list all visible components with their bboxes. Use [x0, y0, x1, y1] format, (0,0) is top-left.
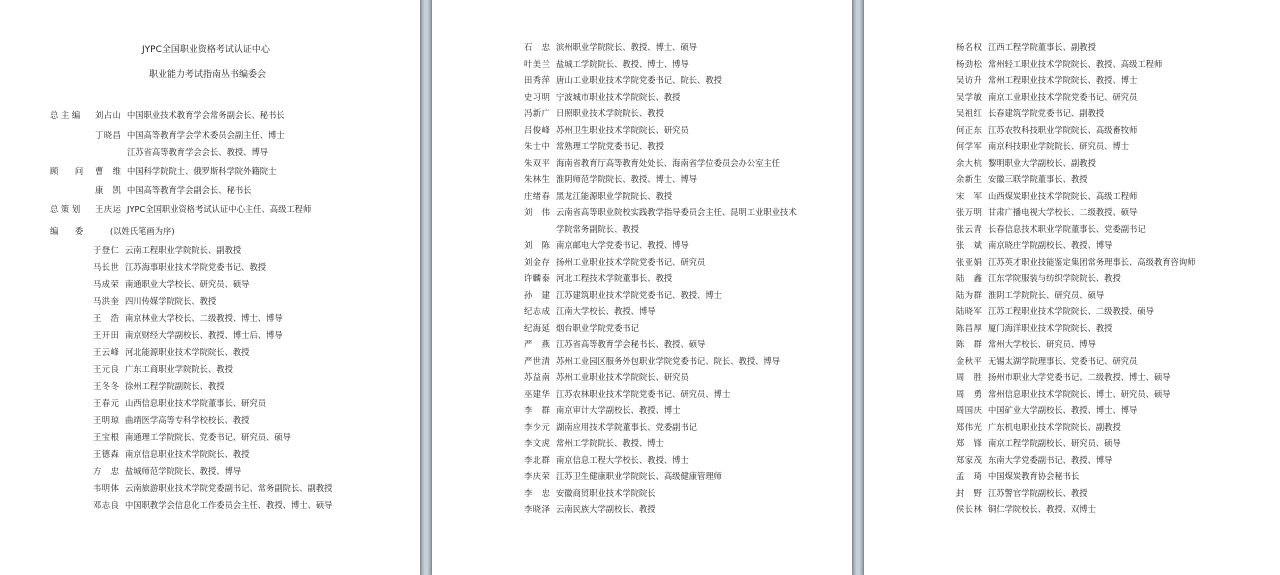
member-name: 朱士中	[524, 141, 551, 151]
member-name: 刘 伟	[524, 207, 551, 217]
member-title: 中国煤炭教育协会秘书长	[988, 471, 1080, 481]
page-gap-right	[852, 0, 864, 575]
member-title: 云南旅游职业技术学院党委副书记、常务副院长、副教授	[125, 483, 333, 493]
member-title: 常州轻工职业技术学院院长、教授、高级工程师	[988, 58, 1163, 69]
member-title: 盐城师范学院院长、教授、博导	[125, 466, 242, 476]
member-title: 云南省高等职业院校实践教学指导委员会主任、昆明工业职业技术	[556, 207, 797, 217]
member-title: 学院常务副院长、教授	[556, 223, 639, 234]
list-item	[956, 339, 1096, 349]
document-page-1	[0, 0, 420, 575]
list-item	[524, 306, 656, 316]
member-title: 中国职教学会信息化工作委员会主任、教授、博士、硕导	[125, 500, 333, 510]
list-item	[956, 92, 1137, 102]
list-item	[956, 405, 1137, 415]
list-item	[524, 158, 780, 168]
member-title: 江西工程学院董事长、副教授	[988, 42, 1096, 52]
list-item	[956, 174, 1088, 184]
member-title: 云南民族大学副校长、教授	[556, 504, 656, 514]
member-title: 淮阴师范学院院长、教授、博士、博导	[556, 174, 698, 184]
member-title: 曲靖医学高等专科学校校长、教授	[125, 415, 250, 425]
list-item	[956, 323, 1112, 333]
member-title: 江苏工程职业技术学院院长、二级教授、硕导	[988, 306, 1154, 316]
member-name: 孙 建	[524, 289, 551, 300]
member-name: 石 忠	[524, 42, 551, 52]
member-title: 山西煤炭职业技术学院院长、高级工程师	[988, 190, 1138, 201]
member-name: 张 斌	[956, 240, 983, 250]
member-name: 巫建华	[524, 388, 551, 399]
member-title: 中国高等教育学会学术委员会副主任、博士	[127, 130, 285, 140]
list-item	[524, 372, 689, 382]
list-item	[93, 279, 249, 289]
list-item	[93, 449, 249, 459]
member-name: 王庆运	[95, 204, 122, 214]
member-name: 陆晓军	[956, 306, 983, 316]
committee-title: 职业能力考试指南丛书编委会	[149, 70, 267, 80]
member-name: 王宝根	[93, 432, 120, 442]
member-title: 苏州工业职业技术学院院长、研究员	[556, 372, 689, 382]
list-item	[956, 471, 1079, 481]
role-label: 编 委	[50, 226, 84, 236]
member-title: 海南省教育厅高等教育处处长、海南省学位委员会办公室主任	[556, 157, 781, 168]
member-name: 刘 陈	[524, 240, 551, 250]
member-name: 纪海延	[524, 322, 551, 333]
member-title: 无锡太湖学院理事长、党委书记、研究员	[988, 355, 1138, 366]
member-title: 四川传媒学院院长、教授	[125, 296, 217, 306]
member-name: 韦明体	[93, 483, 120, 493]
member-name: 许麟泰	[524, 273, 551, 283]
role-label: 顾 问	[50, 166, 84, 176]
member-name: 苏益南	[524, 372, 551, 382]
member-title: 安徽三联学院董事长、教授	[988, 174, 1088, 184]
list-item	[524, 59, 689, 69]
member-title: 江苏省高等教育学会秘书长、教授、硕导	[556, 339, 706, 349]
member-title: 铜仁学院校长、教授、双博士	[988, 504, 1096, 514]
member-title: 南京晓庄学院副校长、教授、博导	[988, 240, 1113, 250]
list-item	[524, 207, 797, 217]
list-item	[524, 455, 689, 465]
member-name: 田秀萍	[524, 75, 551, 85]
list-item	[93, 398, 266, 408]
member-name: 李少元	[524, 421, 551, 432]
list-item	[956, 240, 1112, 250]
list-item	[524, 504, 656, 514]
member-title: 河北工程技术学院董事长、教授	[556, 273, 673, 283]
list-item	[524, 125, 689, 135]
member-name: 陆为群	[956, 289, 983, 300]
list-item	[956, 372, 1171, 382]
member-title: 南通理工学院院长、党委书记、研究员、硕导	[125, 432, 291, 442]
member-name: 周 胜	[956, 372, 983, 382]
member-title: 江南大学校长、教授、博导	[556, 306, 656, 316]
list-item	[95, 110, 285, 120]
list-item	[93, 466, 241, 476]
member-title: 南京邮电大学党委书记、教授、博导	[556, 240, 689, 250]
list-item	[956, 273, 1121, 283]
member-title: 黎明职业大学副校长、副教授	[988, 157, 1096, 168]
member-title: 厦门海洋职业技术学院院长、教授	[988, 322, 1113, 333]
member-name: 叶美兰	[524, 58, 551, 69]
member-name: 王云峰	[93, 347, 120, 357]
list-item	[93, 381, 225, 391]
list-item	[956, 158, 1096, 168]
member-name: 丁晓昌	[95, 130, 122, 140]
list-item	[95, 147, 268, 157]
member-name: 李文虎	[524, 438, 551, 448]
list-item	[956, 488, 1088, 498]
list-item	[93, 262, 266, 272]
member-title: 唐山工业职业技术学院党委书记、院长、教授	[556, 75, 722, 85]
member-title: 烟台职业学院党委书记	[556, 322, 639, 333]
member-title: JYPC全国职业资格考试认证中心主任、高级工程师	[127, 204, 312, 214]
list-item	[956, 455, 1112, 465]
list-item	[956, 422, 1121, 432]
center-title: JYPC全国职业资格考试认证中心	[142, 45, 270, 55]
list-item	[524, 488, 656, 498]
list-item	[524, 191, 672, 201]
member-title: 东南大学党委副书记、教授、博导	[988, 454, 1113, 465]
list-item	[93, 500, 332, 510]
list-item	[956, 438, 1121, 448]
member-title: 江苏警官学院副校长、教授	[988, 487, 1088, 498]
member-title: 湖南应用技术学院董事长、党委副书记	[556, 421, 698, 432]
member-name: 李庆荣	[524, 471, 551, 481]
member-title: 盐城工学院院长、教授、博士、博导	[556, 58, 689, 69]
member-title: 江苏英才职业技能鉴定集团常务理事长、高级教育咨询师	[988, 256, 1196, 267]
member-title: 常熟理工学院党委书记、教授	[556, 141, 664, 151]
list-item	[524, 224, 639, 234]
list-item	[956, 389, 1171, 399]
list-item	[524, 339, 705, 349]
member-name: 朱双平	[524, 157, 551, 168]
member-name: 刘占山	[95, 110, 122, 120]
member-title: 黑龙江能源职业学院院长、教授	[556, 190, 673, 201]
list-item	[524, 92, 680, 102]
member-name: 曹 维	[95, 166, 122, 176]
member-title: 江苏海事职业技术学院党委书记、教授	[125, 262, 267, 272]
list-item	[956, 306, 1154, 316]
list-item	[95, 185, 251, 195]
list-item	[956, 356, 1137, 366]
member-title: 江苏农牧科技职业学院院长、高级畜牧师	[988, 124, 1138, 135]
member-name: 余新生	[956, 174, 983, 184]
member-name: 吕俊峰	[524, 124, 551, 135]
member-title: 安徽商贸职业技术学院院长	[556, 487, 656, 498]
list-item	[956, 75, 1137, 85]
member-name: 于登仁	[93, 245, 120, 255]
member-name: 何学军	[956, 141, 983, 151]
member-title: 淮阴工学院院长、研究员、硕导	[988, 289, 1105, 300]
member-title: 南京信息职业技术学院院长、教授	[125, 449, 250, 459]
list-item	[524, 42, 697, 52]
member-name: 严 燕	[524, 339, 551, 349]
member-name: 侯长林	[956, 504, 983, 514]
member-name: 孟 琦	[956, 471, 983, 481]
role-label: 总 策 划	[50, 204, 81, 214]
member-name: 李晓泽	[524, 504, 551, 514]
list-item	[956, 504, 1096, 514]
member-title: 长春建筑学院党委书记、副教授	[988, 108, 1105, 118]
list-item	[524, 405, 680, 415]
member-title: 苏州工业园区服务外包职业学院党委书记、院长、教授、博导	[556, 355, 781, 366]
member-name: 邓志良	[93, 500, 120, 510]
member-title: 广东机电职业技术学院院长、副教授	[988, 421, 1121, 432]
member-title: 云南工程职业学院院长、副教授	[125, 245, 242, 255]
document-page-3	[864, 0, 1280, 575]
member-name: 张万明	[956, 207, 983, 217]
member-title: 南京财经大学副校长、教授、博士后、博导	[125, 330, 283, 340]
member-title: 甘肃广播电视大学校长、二级教授、硕导	[988, 207, 1138, 217]
member-name: 马成荣	[93, 279, 120, 289]
list-item	[93, 432, 291, 442]
member-name: 郑家茂	[956, 454, 983, 465]
member-title: 南京科技职业学院院长、研究员、博士	[988, 141, 1130, 151]
member-name: 吴学敏	[956, 91, 983, 102]
member-title: 江苏省高等教育学会会长、教授、博导	[127, 147, 269, 157]
member-name: 方 忠	[93, 466, 120, 476]
member-title: 常州大学校长、研究员、博导	[988, 339, 1096, 349]
list-item	[93, 313, 283, 323]
member-title: 山西信息职业技术学院董事长、研究员	[125, 398, 267, 408]
member-title: 南京工业职业技术学院党委书记、研究员	[988, 91, 1138, 102]
member-name: 郑 锋	[956, 438, 983, 448]
list-item	[93, 245, 241, 255]
list-item	[524, 273, 672, 283]
member-name: 封 野	[956, 487, 983, 498]
member-name: 刘金存	[524, 256, 551, 267]
list-item	[956, 125, 1137, 135]
member-title: 日照职业技术学院院长、教授	[556, 108, 664, 118]
member-name: 李 群	[524, 405, 551, 415]
member-name: 庄绪春	[524, 190, 551, 201]
list-item	[93, 296, 216, 306]
member-title: 江苏卫生健康职业学院院长、高级健康管理师	[556, 471, 722, 481]
member-title: 扬州工业职业技术学院党委书记、研究员	[556, 256, 706, 267]
list-item	[95, 166, 276, 176]
list-item	[956, 141, 1129, 151]
member-name: 王开田	[93, 330, 120, 340]
member-name: 李 忠	[524, 487, 551, 498]
list-item	[524, 141, 664, 151]
member-name: 王德森	[93, 449, 120, 459]
list-item	[524, 323, 639, 333]
list-item	[524, 240, 689, 250]
member-name: 陈 群	[956, 339, 983, 349]
list-item	[524, 356, 780, 366]
member-title: 南京林业大学校长、二级教授、博士、博导	[125, 313, 283, 323]
list-item	[956, 224, 1146, 234]
member-name: 周国庆	[956, 405, 983, 415]
member-name: 王明琼	[93, 415, 120, 425]
list-item	[524, 471, 722, 481]
list-item	[93, 330, 283, 340]
member-title: 南通职业大学校长、研究员、硕导	[125, 279, 250, 289]
list-item	[524, 438, 664, 448]
member-title: 滨州职业学院院长、教授、博士、硕导	[556, 42, 698, 52]
member-title: 广东工商职业学院院长、教授	[125, 364, 233, 374]
member-name: 纪志成	[524, 306, 551, 316]
document-page-2	[432, 0, 852, 575]
member-name: 王元良	[93, 364, 120, 374]
list-item	[956, 191, 1137, 201]
list-item	[524, 422, 697, 432]
role-label: 总 主 编	[50, 110, 81, 120]
page-gap-left	[420, 0, 432, 575]
list-item	[524, 174, 697, 184]
member-name: 冯新广	[524, 108, 551, 118]
member-name: 张云青	[956, 223, 983, 234]
list-item	[956, 290, 1104, 300]
member-name: 李北群	[524, 454, 551, 465]
member-name: 王冬冬	[93, 381, 120, 391]
member-title: 常州信息职业技术学院院长、博士、研究员、硕导	[988, 388, 1171, 399]
list-item	[93, 347, 249, 357]
list-item	[524, 290, 722, 300]
member-title: 扬州市职业大学党委书记、二级教授、博士、硕导	[988, 372, 1171, 382]
member-name: 王 浩	[93, 313, 120, 323]
member-name: 杨劲松	[956, 58, 983, 69]
list-item	[956, 108, 1104, 118]
list-item	[956, 59, 1162, 69]
member-name: 郑伟光	[956, 421, 983, 432]
member-name: 余大杭	[956, 157, 983, 168]
list-item	[524, 257, 705, 267]
member-title: 中国矿业大学副校长、教授、博士、博导	[988, 405, 1138, 415]
member-name: 吴祖红	[956, 108, 983, 118]
list-item	[956, 207, 1137, 217]
member-name: 陈昌厚	[956, 322, 983, 333]
member-title: 江苏建筑职业技术学院党委书记、教授、博士	[556, 289, 722, 300]
member-title: 长春信息技术职业学院董事长、党委副书记	[988, 223, 1146, 234]
member-title: 常州工程职业技术学院院长、教授、博士	[988, 75, 1138, 85]
member-title: 南京工程学院副校长、研究员、硕导	[988, 438, 1121, 448]
member-title: 江东学院服装与纺织学院院长、教授	[988, 273, 1121, 283]
member-name: 杨名权	[956, 42, 983, 52]
member-title: 徐州工程学院副院长、教授	[125, 381, 225, 391]
list-item	[93, 364, 233, 374]
member-name: 张亚娟	[956, 256, 983, 267]
member-title: 南京审计大学副校长、教授、博士	[556, 405, 681, 415]
member-title: 中国职业技术教育学会常务副会长、秘书长	[127, 110, 285, 120]
member-title: 中国科学院院士、俄罗斯科学院外籍院士	[127, 166, 277, 176]
list-item	[524, 108, 664, 118]
member-title: (以姓氏笔画为序)	[110, 226, 175, 236]
member-title: 江苏农林职业技术学院党委书记、研究员、博士	[556, 388, 731, 399]
member-name: 宋 军	[956, 190, 983, 201]
member-name: 朱林生	[524, 174, 551, 184]
list-item	[524, 75, 722, 85]
member-name: 金秋平	[956, 355, 983, 366]
member-title: 苏州卫生职业技术学院院长、研究员	[556, 124, 689, 135]
member-title: 常州工学院院长、教授、博士	[556, 438, 664, 448]
member-name: 王春元	[93, 398, 120, 408]
list-item	[956, 257, 1195, 267]
member-name: 周 勇	[956, 388, 983, 399]
member-name: 陆 鑫	[956, 273, 983, 283]
member-title: 南京信息工程大学校长、教授、博士	[556, 454, 689, 465]
list-item	[95, 204, 311, 214]
member-name: 吴访升	[956, 75, 983, 85]
list-item	[78, 226, 175, 236]
member-title: 河北能源职业技术学院院长、教授	[125, 347, 250, 357]
member-title: 中国高等教育学会副会长、秘书长	[127, 185, 252, 195]
member-title: 宁波城市职业技术学院院长、教授	[556, 91, 681, 102]
list-item	[93, 415, 249, 425]
member-name: 何正东	[956, 124, 983, 135]
member-name: 马长世	[93, 262, 120, 272]
list-item	[93, 483, 332, 493]
list-item	[524, 389, 730, 399]
list-item	[95, 130, 285, 140]
member-name: 马洪奎	[93, 296, 120, 306]
member-name: 康 凯	[95, 185, 122, 195]
member-name: 严世清	[524, 355, 551, 366]
member-name: 史习明	[524, 91, 551, 102]
list-item	[956, 42, 1096, 52]
